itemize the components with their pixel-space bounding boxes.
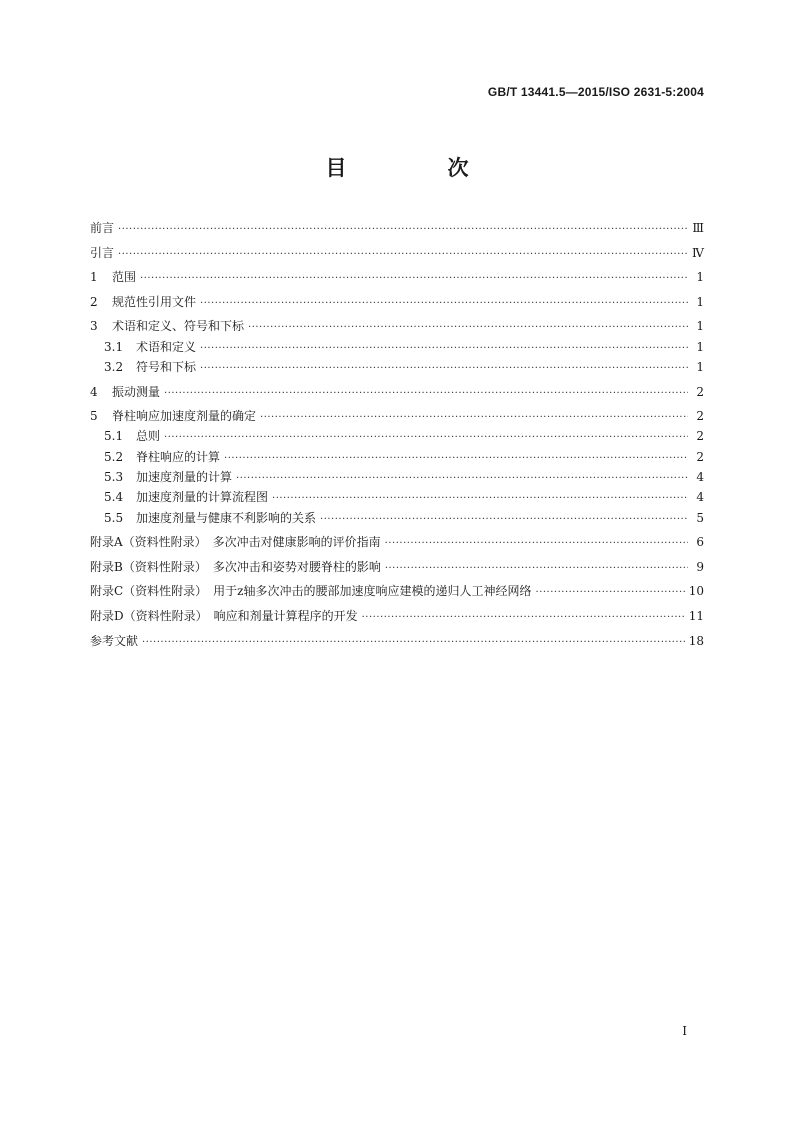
toc-entry-title: 附录C（资料性附录） 用于z轴多次冲击的腰部加速度响应建模的递归人工神经网络	[90, 584, 532, 599]
toc-entry-title: 规范性引用文件	[112, 294, 197, 309]
toc-entry-page: Ⅲ	[692, 221, 704, 235]
toc-subentry[interactable]	[90, 508, 704, 528]
dot-leader	[164, 428, 688, 448]
toc-entry-title: 术语和定义	[136, 339, 197, 354]
toc-entry-title: 附录B（资料性附录） 多次冲击和姿势对腰脊柱的影响	[90, 559, 381, 574]
toc-subentry[interactable]	[90, 337, 704, 357]
toc-entry-page: 11	[688, 609, 704, 624]
toc-entry[interactable]	[90, 532, 704, 552]
toc-entry-title: 总则	[136, 429, 161, 444]
toc-entry[interactable]	[90, 243, 704, 263]
toc-subentry[interactable]	[90, 447, 704, 467]
toc-entry-number: 5.3	[104, 470, 124, 485]
toc-subentry[interactable]	[90, 487, 704, 507]
standard-code: GB/T 13441.5—2015/ISO 2631-5:2004	[487, 85, 704, 99]
toc-entry[interactable]	[90, 382, 704, 402]
page-number: I	[682, 1024, 687, 1038]
toc-entry[interactable]	[90, 316, 704, 336]
toc-entry-number: 5.1	[104, 429, 124, 444]
toc-entry-page: 4	[696, 470, 704, 485]
toc-entry[interactable]	[90, 292, 704, 312]
dot-leader	[260, 408, 688, 428]
dot-leader	[200, 359, 688, 379]
toc-entry-title: 脊柱响应加速度剂量的确定	[112, 409, 257, 424]
toc-entry[interactable]	[90, 267, 704, 287]
page-title: 目 次	[325, 156, 509, 180]
toc-entry-page: 2	[696, 384, 704, 399]
toc-entry-page: 1	[696, 319, 704, 334]
toc-entry[interactable]	[90, 218, 704, 238]
toc-subentry[interactable]	[90, 357, 704, 377]
toc-entry-page: 1	[696, 359, 704, 374]
toc-entry[interactable]	[90, 631, 704, 651]
dot-leader	[385, 559, 688, 579]
toc-entry-number: 3	[90, 319, 98, 334]
toc-entry-page: 9	[696, 559, 704, 574]
toc-entry-title: 附录D（资料性附录） 响应和剂量计算程序的开发	[90, 609, 358, 624]
toc-entry-title: 引言	[90, 245, 115, 260]
dot-leader	[320, 510, 688, 530]
dot-leader	[536, 583, 685, 603]
toc-entry-number: 3.1	[104, 339, 124, 354]
toc-subentry[interactable]	[90, 426, 704, 446]
toc-entry-page: Ⅳ	[692, 245, 704, 260]
toc-entry-title: 加速度剂量的计算流程图	[136, 490, 269, 505]
toc-entry-page: 1	[696, 339, 704, 354]
dot-leader	[272, 489, 688, 509]
toc-entry-page: 2	[696, 409, 704, 424]
toc-entry-page: 2	[696, 449, 704, 464]
dot-leader	[200, 339, 688, 359]
toc-entry-title: 振动测量	[112, 384, 161, 399]
toc-entry[interactable]	[90, 406, 704, 426]
dot-leader	[118, 245, 688, 265]
toc-entry-page: 5	[696, 510, 704, 525]
dot-leader	[362, 608, 685, 628]
toc-entry-title: 前言	[90, 221, 115, 235]
dot-leader	[118, 220, 688, 240]
toc-entry-page: 1	[696, 270, 704, 285]
toc-entry-page: 6	[696, 535, 704, 550]
toc-entry-number: 5.5	[104, 510, 124, 525]
toc-entry-page: 2	[696, 429, 704, 444]
toc-entry-number: 5	[90, 409, 98, 424]
dot-leader	[385, 534, 688, 554]
toc-entry[interactable]	[90, 606, 704, 626]
dot-leader	[164, 384, 688, 404]
dot-leader	[224, 449, 688, 469]
dot-leader	[200, 294, 688, 314]
toc-entry-page: 4	[696, 490, 704, 505]
toc-entry-title: 参考文献	[90, 633, 139, 648]
dot-leader	[142, 633, 685, 653]
dot-leader	[248, 318, 688, 338]
toc-entry-title: 加速度剂量与健康不利影响的关系	[136, 510, 317, 525]
dot-leader	[236, 469, 688, 489]
toc-entry-page: 18	[688, 633, 704, 648]
toc-entry-number: 4	[90, 384, 98, 399]
toc-entry-number: 3.2	[104, 359, 124, 374]
toc-entry-title: 脊柱响应的计算	[136, 449, 221, 464]
toc-entry-title: 符号和下标	[136, 359, 197, 374]
toc-entry-title: 范围	[112, 270, 137, 285]
toc-entry-title: 附录A（资料性附录） 多次冲击对健康影响的评价指南	[90, 535, 381, 550]
table-of-contents	[90, 218, 704, 651]
toc-entry-page: 10	[688, 584, 704, 599]
toc-entry-page: 1	[696, 294, 704, 309]
toc-entry[interactable]	[90, 557, 704, 577]
toc-entry[interactable]	[90, 581, 704, 601]
dot-leader	[140, 269, 688, 289]
toc-entry-title: 加速度剂量的计算	[136, 470, 233, 485]
toc-entry-number: 5.4	[104, 490, 124, 505]
toc-subentry[interactable]	[90, 467, 704, 487]
toc-entry-number: 5.2	[104, 449, 124, 464]
toc-entry-number: 1	[90, 270, 98, 285]
toc-entry-number: 2	[90, 294, 98, 309]
toc-entry-title: 术语和定义、符号和下标	[112, 319, 245, 334]
